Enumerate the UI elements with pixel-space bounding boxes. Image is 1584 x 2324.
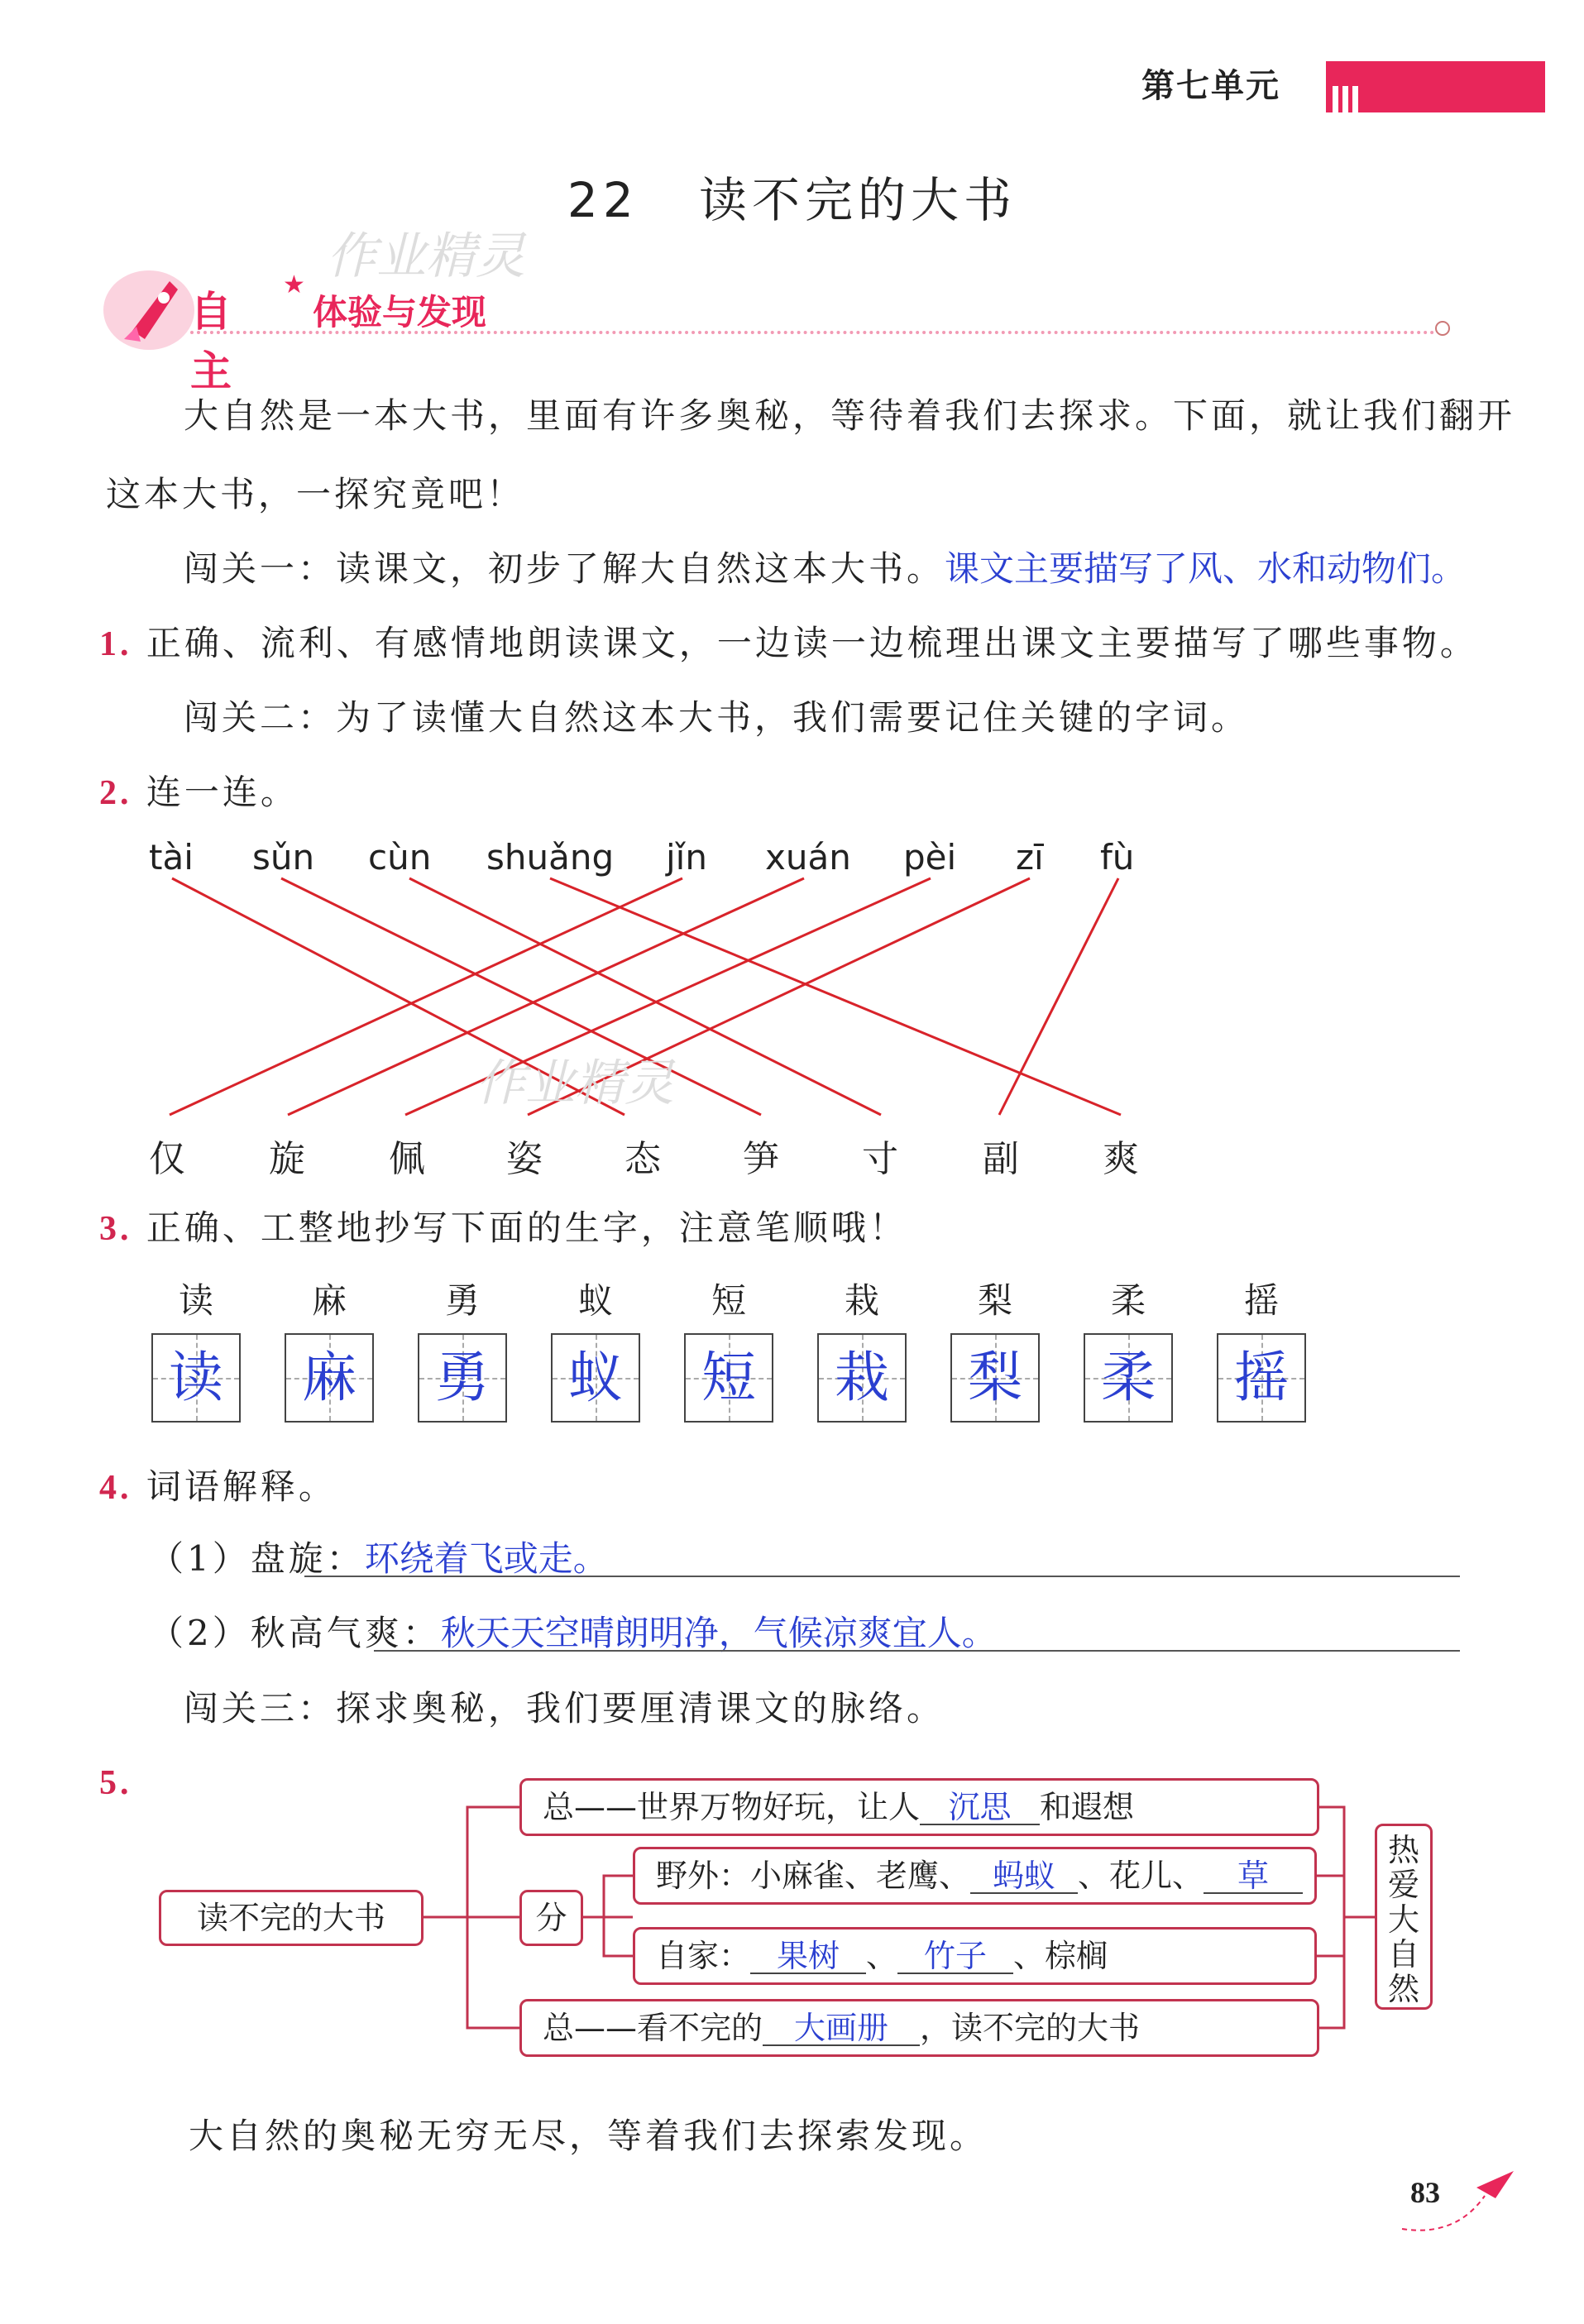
pinyin-item: cùn [368,837,432,877]
copy-grid-cell[interactable] [1217,1333,1306,1423]
copied-char: 摇 [1234,1346,1289,1409]
wild-node-answer-1[interactable]: 蚂蚁 [970,1859,1078,1894]
lesson-number: 22 [567,172,639,228]
pinyin-item: xuán [765,837,851,877]
copy-grid-cell[interactable] [151,1333,241,1423]
home-node-suffix: 、棕榈 [1013,1938,1108,1974]
copy-char-label: 蚁 [577,1280,613,1321]
banner-left-text: 自主 [190,288,232,395]
copy-grid-cell[interactable] [418,1333,507,1423]
match-char: 笋 [743,1138,779,1180]
copy-char-label: 勇 [444,1280,480,1321]
copied-char: 短 [701,1346,756,1409]
mindmap-bottom-node [519,1999,1319,2057]
level2-text: 闯关二：为了读懂大自然这本大书，我们需要记住关键的字词。 [184,697,1250,738]
copied-char: 读 [169,1346,223,1409]
match-char: 爽 [1103,1138,1139,1180]
pinyin-item: pèi [903,837,957,877]
q4-item-1-label: （1）盘旋： [149,1538,365,1579]
bottom-node-suffix: ，读不完的大书 [920,2010,1141,2046]
copied-char: 梨 [968,1346,1022,1409]
match-char: 佩 [389,1138,425,1180]
intro-line-1: 大自然是一本大书，里面有许多奥秘，等待着我们去探求。下面，就让我们翻开 [184,395,1516,436]
watermark: 作业精灵 [476,1054,674,1112]
wild-node-mid: 、花儿、 [1078,1858,1204,1894]
banner-right-text: 体验与发现 [313,292,487,332]
copied-char: 蚁 [568,1346,623,1409]
copy-grid-cell[interactable] [950,1333,1040,1423]
pinyin-item: shuǎng [486,837,615,877]
bottom-node-answer[interactable]: 大画册 [763,2011,920,2046]
mindmap-wild-node [633,1847,1317,1905]
copied-char: 勇 [435,1346,490,1409]
home-node-answer-2[interactable]: 竹子 [897,1939,1013,1974]
pinyin-item: sǔn [252,837,315,877]
copy-char-label: 栽 [844,1280,879,1321]
paper-plane-icon [1398,2150,1522,2241]
star-icon: ★ [283,270,305,299]
unit-label: 第七单元 [1141,67,1280,105]
mindmap-side-node: 热爱大自然 [1375,1824,1433,2010]
q2-number: 2. [99,774,132,812]
wild-node-answer-2[interactable]: 草 [1204,1859,1303,1894]
top-node-prefix: 总——世界万物好玩，让人 [543,1789,921,1825]
home-node-prefix: 自家： [656,1938,751,1974]
closing-text: 大自然的奥秘无穷无尽，等着我们去探索发现。 [189,2116,988,2156]
match-char: 副 [983,1138,1019,1180]
pinyin-item: zī [1016,837,1044,877]
level3-text: 闯关三：探求奥秘，我们要厘清课文的脉络。 [184,1688,945,1729]
copy-char-label: 读 [178,1280,213,1321]
q5-number: 5. [99,1764,132,1802]
q4-item-2-label: （2）秋高气爽： [149,1613,441,1653]
bottom-node-prefix: 总——看不完的 [543,2010,763,2046]
q4-item-2-answer[interactable]: 秋天天空晴朗明净，气候凉爽宜人。 [440,1613,997,1653]
copied-char: 栽 [835,1346,889,1409]
q3-text: 正确、工整地抄写下面的生字，注意笔顺哦！ [146,1207,907,1248]
copy-grid-cell[interactable] [285,1333,374,1423]
match-char: 寸 [862,1138,898,1180]
page-number: 83 [1410,2176,1440,2209]
copy-grid-cell[interactable] [1084,1333,1173,1423]
copy-char-label: 梨 [977,1280,1012,1321]
q4-item-1-answer[interactable]: 环绕着飞或走。 [364,1538,608,1579]
copied-char: 麻 [302,1346,357,1409]
copied-char: 柔 [1101,1346,1156,1409]
q1-text: 正确、流利、有感情地朗读课文，一边读一边梳理出课文主要描写了哪些事物。 [146,623,1478,663]
top-node-suffix: 和遐想 [1040,1789,1135,1825]
copy-char-label: 麻 [311,1280,347,1321]
level1-text: 闯关一：读课文，初步了解大自然这本大书。 [184,548,945,589]
q1-number: 1. [99,625,132,663]
pinyin-item: jǐn [666,837,707,877]
q4-number: 4. [99,1469,132,1507]
mindmap-top-node [519,1778,1319,1836]
q2-text: 连一连。 [146,772,299,812]
mindmap-home-node [633,1927,1317,1985]
pinyin-item: tài [149,837,194,877]
level1-answer: 课文主要描写了风、水和动物们。 [945,548,1467,589]
copy-grid-cell[interactable] [551,1333,640,1423]
mindmap-fen-node: 分 [519,1890,583,1946]
home-node-answer-1[interactable]: 果树 [750,1939,866,1974]
pinyin-item: fù [1100,837,1135,877]
match-char: 姿 [506,1138,543,1180]
copy-grid-cell[interactable] [684,1333,773,1423]
q3-number: 3. [99,1210,132,1248]
q4-text: 词语解释。 [146,1466,337,1507]
watermark: 作业精灵 [327,227,525,285]
mindmap-root: 读不完的大书 [159,1890,424,1946]
home-node-sep: 、 [866,1938,898,1974]
intro-line-2: 这本大书，一探究竟吧！ [106,474,525,514]
lesson-title-text: 读不完的大书 [699,172,1017,228]
wild-node-prefix: 野外：小麻雀、老鹰、 [656,1858,971,1894]
match-char: 态 [625,1138,661,1180]
match-char: 仅 [149,1138,185,1180]
copy-grid-cell[interactable] [817,1333,907,1423]
top-node-answer[interactable]: 沉思 [920,1791,1040,1825]
match-char: 旋 [269,1138,305,1180]
copy-char-label: 摇 [1243,1280,1279,1321]
copy-char-label: 短 [711,1280,746,1321]
copy-char-label: 柔 [1110,1280,1146,1321]
